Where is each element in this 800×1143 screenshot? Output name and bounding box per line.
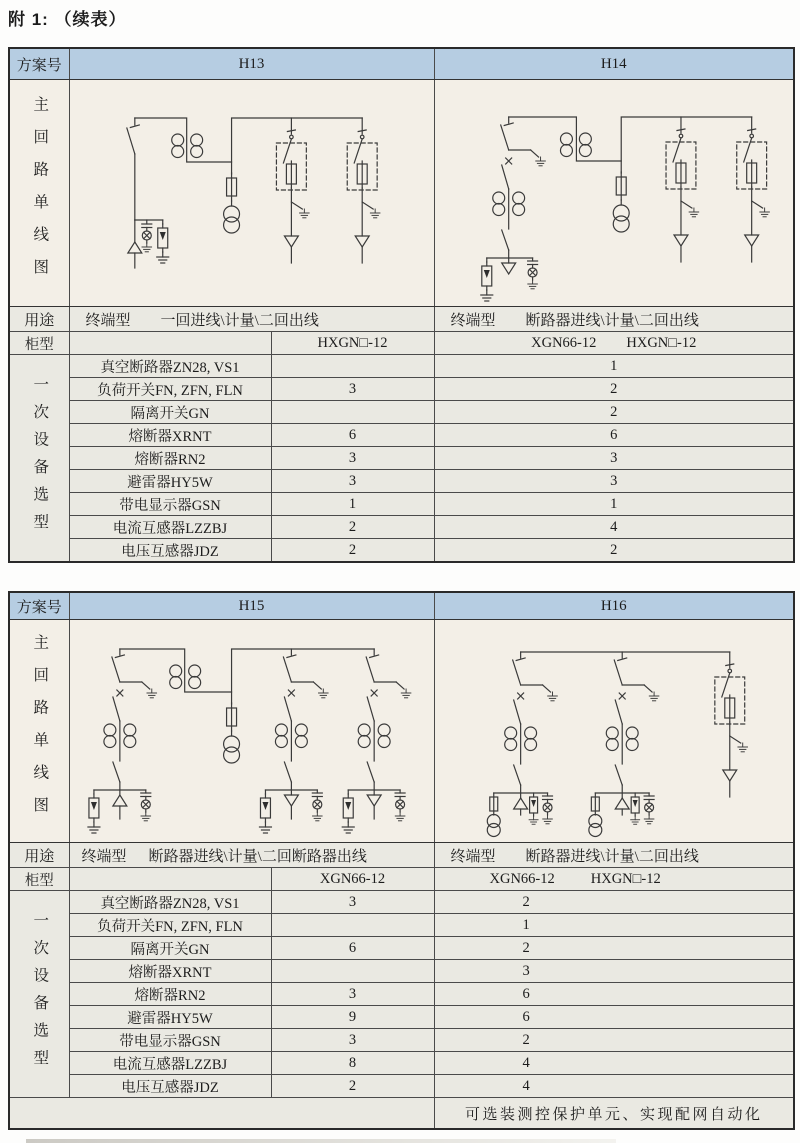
diagram-cell-h16 (434, 620, 794, 843)
cabinet-h15: XGN66-12 (271, 868, 434, 891)
qty-h16: 2 (434, 891, 794, 914)
diagram-cell-h15 (69, 620, 434, 843)
scheme-row-label: 方案号 (9, 48, 69, 80)
h13-incoming-branch (126, 118, 168, 268)
diagram-row-label: 主回路单线图 (9, 80, 69, 307)
page-title: 附 1: （续表） (8, 10, 127, 29)
equipment-name: 带电显示器GSN (69, 1029, 271, 1052)
equipment-group-label: 一次设备选型 (9, 355, 69, 563)
equipment-name: 负荷开关FN, ZFN, FLN (69, 378, 271, 401)
qty-h14: 2 (434, 401, 794, 424)
usage-desc: 一回进线\计量\二回出线 (160, 312, 319, 329)
equipment-name: 避雷器HY5W (69, 470, 271, 493)
usage-type: 终端型 (85, 312, 131, 329)
qty-h14: 1 (434, 493, 794, 516)
scheme-table-h15-h16 (8, 591, 795, 1130)
diagram-cell-h13 (69, 80, 434, 307)
scheme-header-h15: H15 (69, 592, 434, 620)
qty-h16: 1 (434, 914, 794, 937)
equipment-name: 真空断路器ZN28, VS1 (69, 891, 271, 914)
cabinet-type-b: HXGN□-12 (590, 870, 661, 887)
qty-h15: 6 (271, 937, 434, 960)
equipment-name: 电流互感器LZZBJ (69, 1052, 271, 1075)
qty-h15: 2 (271, 1075, 434, 1098)
cabinet-h16 (434, 868, 794, 891)
cabinet-type-a: XGN66-12 (531, 334, 597, 351)
scheme-header-h16: H16 (434, 592, 794, 620)
usage-type: 终端型 (450, 312, 496, 329)
qty-h14: 6 (434, 424, 794, 447)
h16-single-line-diagram (435, 620, 794, 842)
h15-metering-branch (223, 692, 239, 763)
usage-row-label: 用途 (9, 843, 69, 868)
qty-h15 (271, 914, 434, 937)
qty-h13: 6 (271, 424, 434, 447)
scheme-table-h13-h14 (8, 47, 795, 563)
equipment-name: 熔断器XRNT (69, 424, 271, 447)
h14-metering-branch (613, 161, 629, 232)
equipment-name: 电压互感器JDZ (69, 1075, 271, 1098)
diagram-row-label: 主回路单线图 (9, 620, 69, 843)
qty-h14: 3 (434, 470, 794, 493)
equipment-name: 避雷器HY5W (69, 1006, 271, 1029)
h15-breaker-outgoing-1 (259, 649, 328, 833)
cabinet-type-b: HXGN□-12 (626, 334, 697, 351)
qty-h13: 2 (271, 539, 434, 563)
cabinet-h13-empty (69, 332, 271, 355)
equipment-name: 隔离开关GN (69, 937, 271, 960)
qty-h15: 3 (271, 1029, 434, 1052)
usage-h16 (434, 843, 794, 868)
qty-h14: 2 (434, 378, 794, 401)
cabinet-h14 (434, 332, 794, 355)
scheme-row-label: 方案号 (9, 592, 69, 620)
qty-h13: 2 (271, 516, 434, 539)
qty-h14: 1 (434, 355, 794, 378)
qty-h16: 6 (434, 1006, 794, 1029)
equipment-name: 电压互感器JDZ (69, 539, 271, 563)
h16-breaker-branch-2 (588, 652, 658, 837)
automation-note: 可选装测控保护单元、实现配网自动化 (434, 1098, 794, 1130)
equipment-name: 熔断器XRNT (69, 960, 271, 983)
usage-h14 (434, 307, 794, 332)
qty-h13: 1 (271, 493, 434, 516)
photo-edge-shadow (26, 1139, 616, 1143)
qty-h13 (271, 355, 434, 378)
h14-incoming-branch (480, 117, 545, 301)
usage-desc: 断路器进线\计量\二回出线 (525, 312, 699, 329)
qty-h15: 3 (271, 983, 434, 1006)
qty-h15 (271, 960, 434, 983)
diagram-cell-h14 (434, 80, 794, 307)
qty-h15: 8 (271, 1052, 434, 1075)
usage-desc: 断路器进线\计量\二回出线 (525, 848, 699, 865)
h13-metering-branch (223, 162, 239, 233)
h15-breaker-outgoing-2 (342, 649, 411, 833)
qty-h13 (271, 401, 434, 424)
usage-h15 (69, 843, 434, 868)
equipment-name: 熔断器RN2 (69, 447, 271, 470)
h15-breaker-incoming (87, 649, 156, 833)
qty-h16: 6 (434, 983, 794, 1006)
scheme-header-h13: H13 (69, 48, 434, 80)
note-empty-cell (9, 1098, 434, 1130)
h13-single-line-diagram (70, 80, 434, 306)
cabinet-row-label: 柜型 (9, 868, 69, 891)
equipment-name: 熔断器RN2 (69, 983, 271, 1006)
cabinet-row-label: 柜型 (9, 332, 69, 355)
qty-h13: 3 (271, 447, 434, 470)
qty-h14: 3 (434, 447, 794, 470)
equipment-name: 真空断路器ZN28, VS1 (69, 355, 271, 378)
scheme-header-h14: H14 (434, 48, 794, 80)
qty-h14: 4 (434, 516, 794, 539)
cabinet-h15-empty (69, 868, 271, 891)
qty-h14: 2 (434, 539, 794, 563)
usage-h13 (69, 307, 434, 332)
equipment-name: 电流互感器LZZBJ (69, 516, 271, 539)
qty-h15: 3 (271, 891, 434, 914)
h14-single-line-diagram (435, 80, 794, 306)
equipment-group-label: 一次设备选型 (9, 891, 69, 1098)
qty-h16: 4 (434, 1052, 794, 1075)
qty-h16: 4 (434, 1075, 794, 1098)
qty-h13: 3 (271, 378, 434, 401)
usage-type: 终端型 (450, 848, 496, 865)
qty-h13: 3 (271, 470, 434, 493)
qty-h16: 2 (434, 1029, 794, 1052)
qty-h15: 9 (271, 1006, 434, 1029)
h16-breaker-branch-1 (487, 652, 557, 837)
h15-single-line-diagram (70, 620, 434, 842)
cabinet-h13: HXGN□-12 (271, 332, 434, 355)
usage-row-label: 用途 (9, 307, 69, 332)
qty-h16: 2 (434, 937, 794, 960)
cabinet-type-a: XGN66-12 (489, 870, 555, 887)
usage-desc: 断路器进线\计量\二回断路器出线 (148, 848, 367, 865)
equipment-name: 负荷开关FN, ZFN, FLN (69, 914, 271, 937)
usage-type: 终端型 (81, 848, 127, 865)
equipment-name: 带电显示器GSN (69, 493, 271, 516)
qty-h16: 3 (434, 960, 794, 983)
equipment-name: 隔离开关GN (69, 401, 271, 424)
